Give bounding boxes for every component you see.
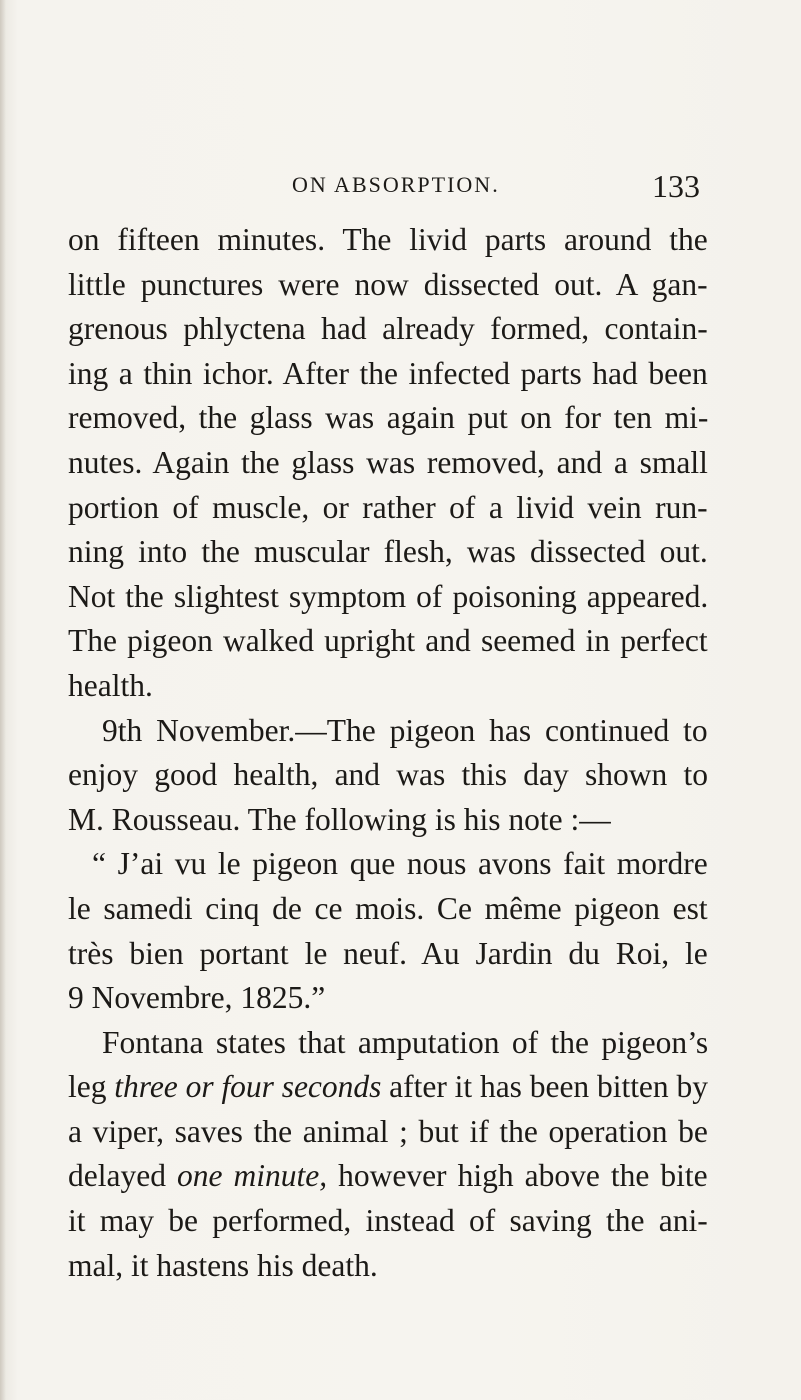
text-line: Fontana states that amputation of the pigeon’s (102, 1024, 709, 1060)
text-run: delayed (68, 1158, 177, 1194)
text-line: “ J’ai vu le pigeon que nous avons fait mordre (92, 846, 708, 882)
text-line: grenous phlyctena had already formed, contain- (68, 311, 708, 347)
text-line: a viper, saves the animal ; but if the operation be (68, 1113, 708, 1149)
body-text (68, 218, 708, 1288)
quotation (68, 842, 708, 1020)
running-head-title: ON ABSORPTION. (292, 172, 500, 197)
text-line (68, 1154, 708, 1199)
text-line: ning into the muscular flesh, was dissected out. (68, 534, 708, 570)
italic-emphasis: three or four seconds (114, 1069, 382, 1105)
paragraph-2 (68, 709, 708, 843)
paragraph-4 (68, 1021, 708, 1289)
page-gutter-shadow (0, 0, 6, 1400)
text-line: 9 Novembre, 1825.” (68, 980, 326, 1016)
text-line: on fifteen minutes. The livid parts around the (68, 222, 708, 257)
text-run: after it has been bitten by (381, 1069, 708, 1105)
text-line: it may be performed, instead of saving the ani- (68, 1203, 708, 1239)
italic-emphasis: one minute, (176, 1158, 328, 1194)
text-line: 9th November.—The pigeon has continued to (102, 712, 708, 748)
text-line: le samedi cinq de ce mois. Ce même pigeon est (68, 890, 708, 926)
text-line: health. (68, 667, 153, 703)
text-line: removed, the glass was again put on for ten mi- (68, 400, 709, 436)
text-line (68, 1065, 708, 1110)
text-line: ing a thin ichor. After the infected parts had been (68, 355, 708, 391)
text-line: mal, it hastens his death. (68, 1247, 378, 1283)
text-run: leg (68, 1069, 115, 1105)
text-line: M. Rousseau. The following is his note :— (68, 801, 611, 837)
text-line: portion of muscle, or rather of a livid vein run- (68, 489, 708, 525)
text-line: enjoy good health, and was this day shown to (68, 757, 709, 793)
paragraph-1 (68, 218, 708, 709)
page-number: 133 (652, 168, 700, 204)
text-line: The pigeon walked upright and seemed in perfect (68, 623, 708, 659)
text-line: Not the slightest symptom of poisoning appeared. (68, 578, 709, 614)
text-line: nutes. Again the glass was removed, and a small (68, 444, 708, 480)
text-run: however high above the bite (327, 1158, 708, 1194)
running-head (0, 166, 801, 206)
text-line: très bien portant le neuf. Au Jardin du Roi, le (68, 935, 708, 971)
text-line: little punctures were now dissected out. A gan- (68, 266, 708, 302)
